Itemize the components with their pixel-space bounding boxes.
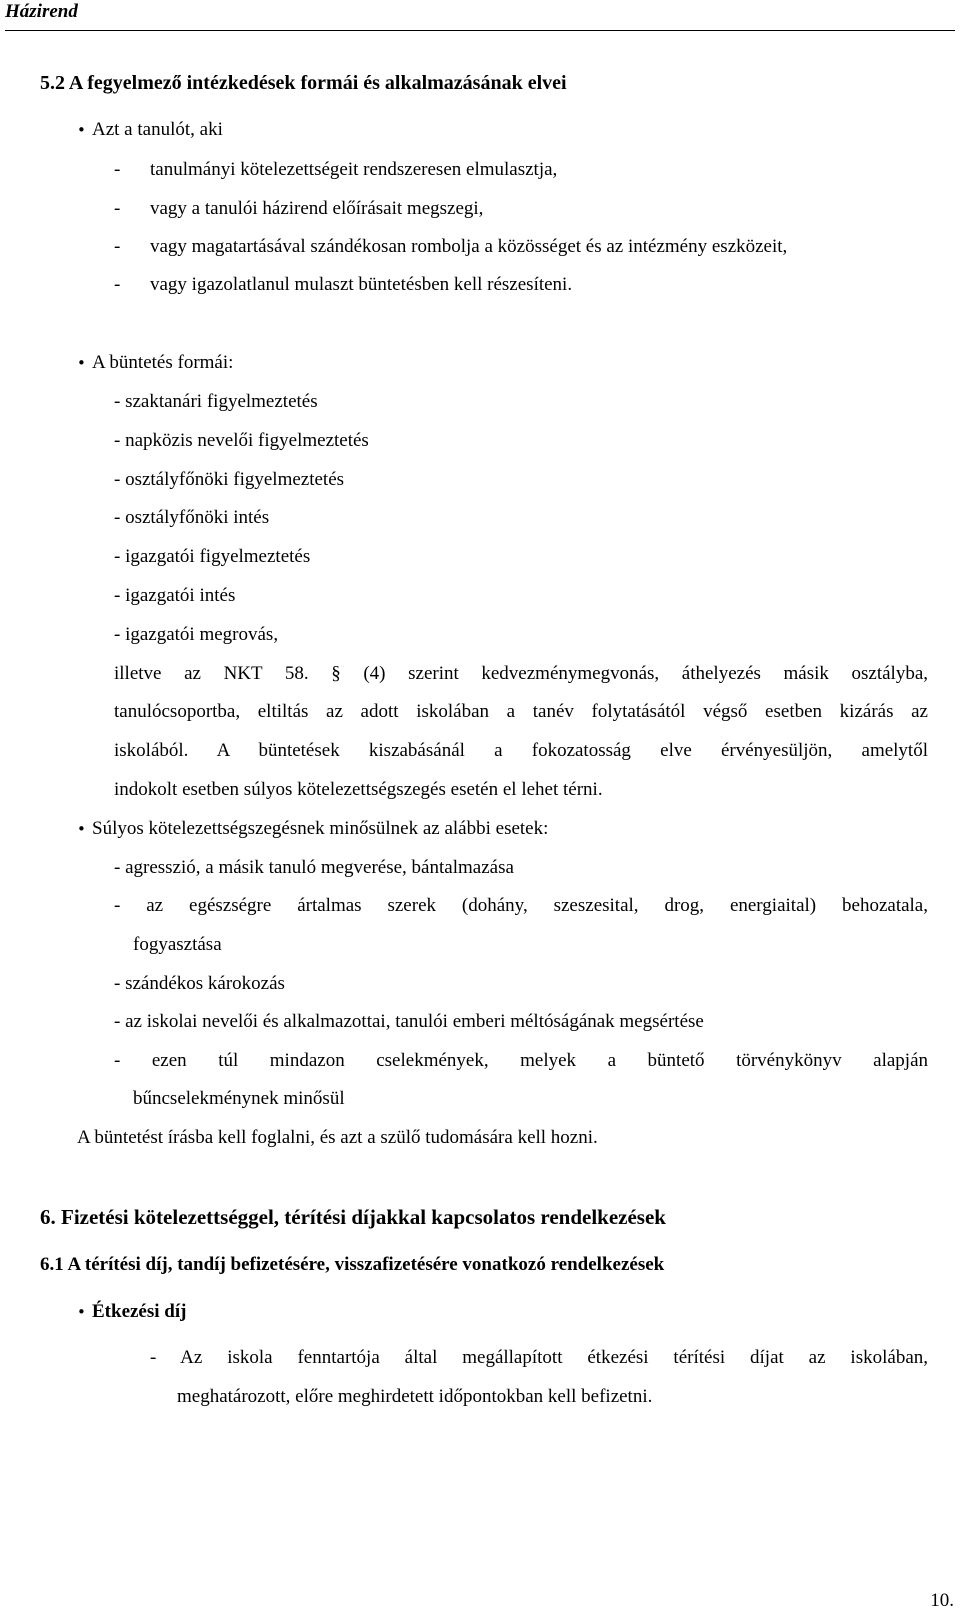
serious-item: - ezen túl mindazon cselekmények, melyek a büntető törvénykönyv alapján bbox=[114, 1050, 928, 1071]
bullet-icon: • bbox=[77, 354, 86, 372]
serious-item: - az egészségre ártalmas szerek (dohány, szeszesital, drog, energiaital) behozatala, bbox=[114, 895, 928, 916]
serious-item-continuation: bűncselekménynek minősül bbox=[133, 1088, 345, 1109]
list-dash: - bbox=[114, 274, 121, 295]
list-dash: - bbox=[114, 159, 121, 180]
bullet-icon: • bbox=[77, 121, 86, 139]
list-dash: - bbox=[114, 236, 121, 257]
closing-text: A büntetést írásba kell foglalni, és azt a szülő tudomására kell hozni. bbox=[77, 1127, 598, 1148]
serious-item: - szándékos károkozás bbox=[114, 973, 285, 994]
section-heading-6: 6. Fizetési kötelezettséggel, térítési díjakkal kapcsolatos rendelkezések bbox=[40, 1205, 666, 1229]
paragraph-line: illetve az NKT 58. § (4) szerint kedvezménymegvonás, áthelyezés másik osztályba, bbox=[114, 663, 928, 684]
list-dash: - bbox=[114, 198, 121, 219]
list-item: vagy igazolatlanul mulaszt büntetésben kell részesíteni. bbox=[150, 274, 573, 295]
punishment-form: - osztályfőnöki figyelmeztetés bbox=[114, 469, 345, 490]
meal-fee-title: Étkezési díj bbox=[92, 1301, 187, 1322]
section-heading-6-1: 6.1 A térítési díj, tandíj befizetésére, visszafizetésére vonatkozó rendelkezések bbox=[40, 1254, 665, 1275]
section-heading-5-2: 5.2 A fegyelmező intézkedések formái és alkalmazásának elvei bbox=[40, 72, 567, 94]
bullet-icon: • bbox=[77, 1303, 86, 1321]
serious-item-continuation: fogyasztása bbox=[133, 934, 222, 955]
punishment-title: A büntetés formái: bbox=[92, 352, 234, 373]
paragraph-line: indokolt esetben súlyos kötelezettségszegés esetén el lehet térni. bbox=[114, 779, 603, 800]
list-item: vagy a tanulói házirend előírásait megszegi, bbox=[150, 198, 484, 219]
punishment-form: - szaktanári figyelmeztetés bbox=[114, 391, 318, 412]
punishment-form: - igazgatói intés bbox=[114, 585, 236, 606]
punishment-form: - igazgatói figyelmeztetés bbox=[114, 546, 311, 567]
bullet-icon: • bbox=[77, 820, 86, 838]
list-item: vagy magatartásával szándékosan rombolja a közösséget és az intézmény eszközeit, bbox=[150, 236, 788, 257]
serious-title: Súlyos kötelezettségszegésnek minősülnek az alábbi esetek: bbox=[92, 818, 549, 839]
punishment-form: - igazgatói megrovás, bbox=[114, 624, 279, 645]
punishment-form: - napközis nevelői figyelmeztetés bbox=[114, 430, 369, 451]
serious-item: - agresszió, a másik tanuló megverése, bántalmazása bbox=[114, 857, 514, 878]
paragraph-line: tanulócsoportba, eltiltás az adott iskolában a tanév folytatásától végső esetben kizárás az bbox=[114, 701, 928, 722]
serious-item: - az iskolai nevelői és alkalmazottai, tanulói emberi méltóságának megsértése bbox=[114, 1011, 704, 1032]
intro-text: Azt a tanulót, aki bbox=[92, 119, 223, 140]
meal-fee-text: - Az iskola fenntartója által megállapított étkezési térítési díjat az iskolában, bbox=[150, 1347, 928, 1368]
page-header bbox=[5, 0, 955, 31]
list-item: tanulmányi kötelezettségeit rendszeresen elmulasztja, bbox=[150, 159, 558, 180]
header-title: Házirend bbox=[5, 1, 78, 22]
page-number: 10. bbox=[930, 1590, 954, 1611]
paragraph-line: iskolából. A büntetések kiszabásánál a fokozatosság elve érvényesüljön, amelytől bbox=[114, 740, 928, 761]
punishment-form: - osztályfőnöki intés bbox=[114, 507, 270, 528]
meal-fee-text-continuation: meghatározott, előre meghirdetett időpontokban kell befizetni. bbox=[177, 1386, 653, 1407]
